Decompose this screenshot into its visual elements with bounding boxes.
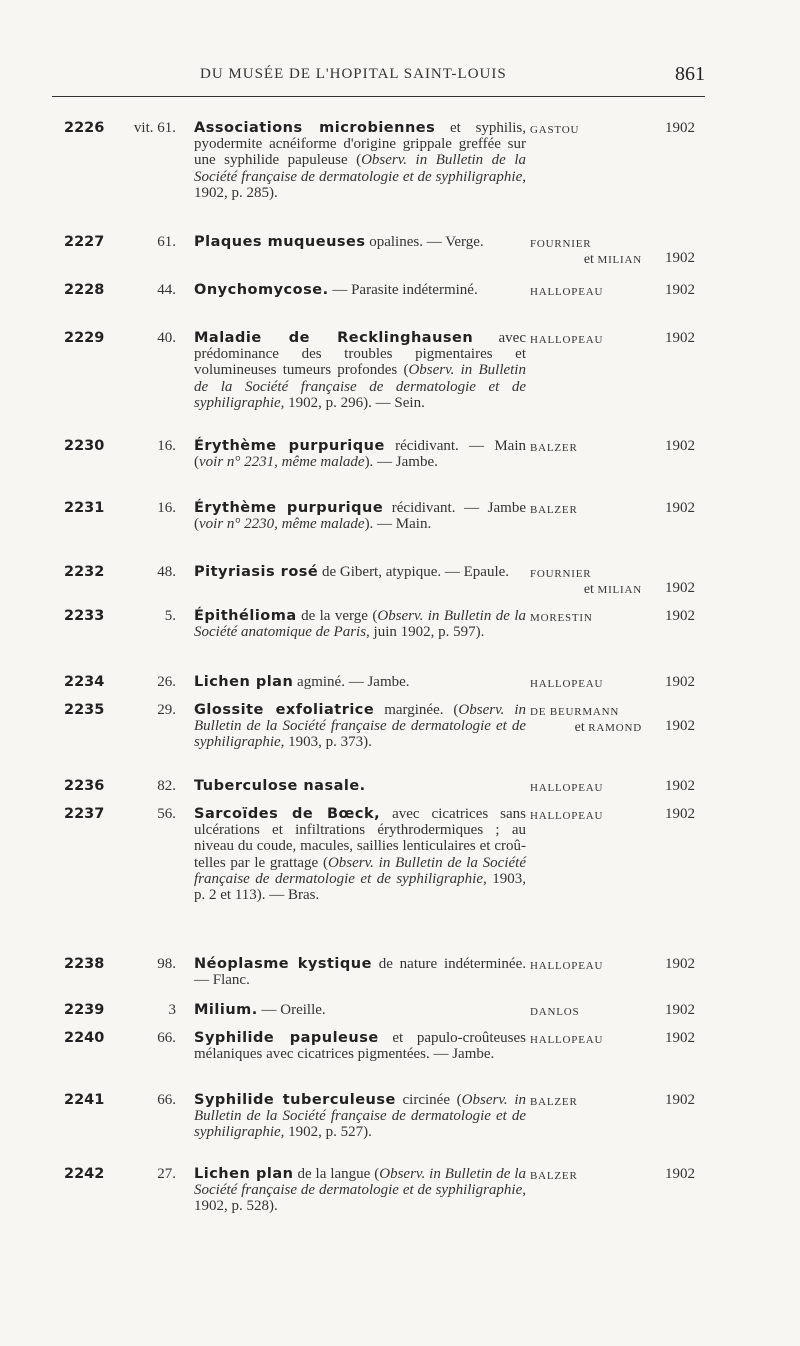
entry-number: 2227 <box>64 234 105 250</box>
entry-text: circinée ( <box>395 1092 462 1108</box>
entry-author <box>530 958 660 974</box>
case-number: 82. <box>157 778 176 794</box>
case-number: 61. <box>157 234 176 250</box>
entry-reference: voir n° 2230, même malade <box>199 516 365 533</box>
case-number: 5. <box>164 608 176 624</box>
entry-text: de nature indéterminée. — Flanc. <box>194 956 526 989</box>
entry-author <box>530 236 660 268</box>
entry-reference: Observ. in Bulletin de la Société française de dermatologie et de syphiligraphie, <box>194 702 526 751</box>
entry-year: 1902 <box>665 1166 695 1182</box>
entry-year: 1902 <box>665 674 695 690</box>
entry-title: Associations microbiennes <box>194 120 436 136</box>
entry-text-end: 1902, p. 296). — Sein. <box>284 394 425 411</box>
entry-text: de la langue ( <box>293 1166 380 1182</box>
author-name: HALLOPEAU <box>530 678 604 690</box>
second-author <box>530 252 660 268</box>
entry-title: Tuberculose nasale. <box>194 778 366 794</box>
case-number: 16. <box>157 500 176 516</box>
entry-description <box>194 282 526 298</box>
entry-year: 1902 <box>665 580 695 596</box>
case-number: 56. <box>157 806 176 822</box>
entry-year: 1902 <box>665 806 695 822</box>
entry-author <box>530 1168 660 1184</box>
case-number: 16. <box>157 438 176 454</box>
entry-title: Sarcoïdes de Bœck, <box>194 806 381 822</box>
entry-author <box>530 440 660 456</box>
entry-author <box>530 610 660 626</box>
entry-text: récidivant. — Jambe ( <box>194 500 526 533</box>
entry-year: 1902 <box>665 956 695 972</box>
second-author <box>530 582 660 598</box>
entry-reference: voir n° 2231, même malade <box>199 454 365 471</box>
case-number: 3 <box>168 1002 176 1018</box>
entry-year: 1902 <box>665 778 695 794</box>
case-number: 98. <box>157 956 176 972</box>
entry-number: 2235 <box>64 702 105 718</box>
entry-author <box>530 1004 660 1020</box>
author-name: GASTOU <box>530 124 580 136</box>
entry-number: 2242 <box>64 1166 105 1182</box>
entry-description <box>194 1002 526 1018</box>
entry-text: et syphilis, pyodermite acnéiforme d'origine grippale greffée sur une syphilide papuleuse ( <box>194 120 526 169</box>
entry-year: 1902 <box>665 1030 695 1046</box>
entry-year: 1902 <box>665 1092 695 1108</box>
entry-description <box>194 608 526 640</box>
author-name: HALLOPEAU <box>530 960 604 972</box>
entry-description <box>194 1092 526 1141</box>
entry-title: Onychomycose. <box>194 282 329 298</box>
author-name: BALZER <box>530 1170 578 1182</box>
entry-year: 1902 <box>665 250 695 266</box>
entry-text-end: ). — Main. <box>364 516 432 533</box>
entry-number: 2233 <box>64 608 105 624</box>
entry-year: 1902 <box>665 438 695 454</box>
case-number: 44. <box>157 282 176 298</box>
entry-year: 1902 <box>665 282 695 298</box>
entry-author <box>530 780 660 796</box>
entry-author <box>530 1094 660 1110</box>
entry-reference: Observ. in Bulletin de la Société française de dermatologie et de syphiligraphie, <box>194 152 526 185</box>
entry-number: 2239 <box>64 1002 105 1018</box>
author-name: HALLOPEAU <box>530 782 604 794</box>
author-name: DANLOS <box>530 1006 580 1018</box>
entry-text: agminé. — Jambe. <box>293 674 410 690</box>
entry-title: Lichen plan <box>194 1166 294 1182</box>
author-name-2: MILIAN <box>597 254 642 266</box>
entry-year: 1902 <box>665 718 695 734</box>
entry-number: 2228 <box>64 282 105 298</box>
case-number: 48. <box>157 564 176 580</box>
author-name: BALZER <box>530 1096 578 1108</box>
case-number: vit. 61. <box>133 120 176 136</box>
entry-author <box>530 704 660 736</box>
entry-number: 2231 <box>64 500 105 516</box>
entry-title: Syphilide tuberculeuse <box>194 1092 396 1108</box>
author-name-2: RAMOND <box>588 722 642 734</box>
entry-text: et papulo-croûteuses mélaniques avec cicatrices pigmentées. — Jambe. <box>194 1030 526 1063</box>
entry-year: 1902 <box>665 608 695 624</box>
et-label: et <box>583 252 594 267</box>
entry-description <box>194 778 526 794</box>
entry-description <box>194 1030 526 1062</box>
entry-year: 1902 <box>665 330 695 346</box>
case-number: 29. <box>157 702 176 718</box>
et-label: et <box>574 720 585 735</box>
entry-title: Maladie de Recklinghausen <box>194 330 474 346</box>
author-name: HALLOPEAU <box>530 810 604 822</box>
entry-title: Syphilide papuleuse <box>194 1030 379 1046</box>
entry-text-end: 1902, p. 285). <box>194 184 278 201</box>
case-number: 66. <box>157 1092 176 1108</box>
case-number: 40. <box>157 330 176 346</box>
entry-author <box>530 502 660 518</box>
entry-number: 2236 <box>64 778 105 794</box>
entry-description <box>194 234 526 250</box>
author-name: FOURNIER <box>530 568 592 580</box>
entry-text: — Oreille. <box>257 1002 326 1018</box>
entry-year: 1902 <box>665 1002 695 1018</box>
entry-text: avec prédominance des troubles pigmentaires et volumineuses tumeurs profondes ( <box>194 330 526 379</box>
entry-description <box>194 438 526 470</box>
entry-title: Pityriasis rosé <box>194 564 319 580</box>
author-name: FOURNIER <box>530 238 592 250</box>
entry-title: Lichen plan <box>194 674 294 690</box>
entry-author <box>530 566 660 598</box>
entry-text: marginée. ( <box>374 702 459 718</box>
entry-description <box>194 330 526 411</box>
page-number: 861 <box>675 63 705 85</box>
entry-number: 2234 <box>64 674 105 690</box>
author-name: BALZER <box>530 504 578 516</box>
entry-author <box>530 1032 660 1048</box>
entry-number: 2226 <box>64 120 105 136</box>
author-name: MORESTIN <box>530 612 593 624</box>
et-label: et <box>583 582 594 597</box>
entry-description <box>194 1166 526 1215</box>
entry-text: opalines. — Verge. <box>365 234 484 250</box>
entry-description <box>194 500 526 532</box>
entry-author <box>530 332 660 348</box>
entry-number: 2238 <box>64 956 105 972</box>
entry-number: 2232 <box>64 564 105 580</box>
entry-author <box>530 122 660 138</box>
entry-description <box>194 674 526 690</box>
entry-text: récidivant. — Main ( <box>194 438 526 471</box>
entry-reference: Observ. in Bulletin de la Société française de dermatologie et de syphiligraphie, <box>194 1166 526 1199</box>
entry-title: Épithélioma <box>194 608 297 624</box>
entry-title: Érythème purpurique <box>194 500 384 516</box>
entry-description <box>194 806 526 903</box>
entry-title: Plaques muqueuses <box>194 234 366 250</box>
entry-text-end: 1902, p. 527). <box>284 1124 372 1141</box>
entry-text: de la verge ( <box>296 608 378 624</box>
entry-text-end: 1902, p. 528). <box>194 1198 278 1215</box>
author-name: HALLOPEAU <box>530 286 604 298</box>
entry-number: 2240 <box>64 1030 105 1046</box>
entry-reference: Observ. in Bulletin de la Société française de dermatologie et de syphiligraphie, <box>194 1092 526 1141</box>
entry-number: 2237 <box>64 806 105 822</box>
entry-text: avec cicatrices sans ulcérations et infiltrations érythrodermiques ; au niveau du coude, macules, saillies lenticulaires et croûtelles par le grattage ( <box>194 806 526 871</box>
entry-year: 1902 <box>665 500 695 516</box>
entry-title: Néoplasme kystique <box>194 956 372 972</box>
entry-title: Milium. <box>194 1002 258 1018</box>
entry-reference: Observ. in Bulletin de la Société française de dermatologie et de syphiligraphie, <box>194 362 526 411</box>
case-number: 26. <box>157 674 176 690</box>
author-name: HALLOPEAU <box>530 334 604 346</box>
entry-text-end: ). — Jambe. <box>364 454 438 471</box>
entry-title: Glossite exfoliatrice <box>194 702 375 718</box>
entry-author <box>530 676 660 692</box>
author-name: DE BEURMANN <box>530 706 620 718</box>
entry-number: 2230 <box>64 438 105 454</box>
author-name-2: MILIAN <box>597 584 642 596</box>
entry-text-end: 1903, p. 2 et 113). — Bras. <box>194 870 526 904</box>
entry-author <box>530 284 660 300</box>
entry-number: 2229 <box>64 330 105 346</box>
entry-text-end: 1903, p. 373). <box>284 734 372 751</box>
entry-description <box>194 120 526 201</box>
author-name: HALLOPEAU <box>530 1034 604 1046</box>
entry-text: — Parasite indéterminé. <box>328 282 478 298</box>
entry-author <box>530 808 660 824</box>
case-number: 66. <box>157 1030 176 1046</box>
entry-year: 1902 <box>665 120 695 136</box>
second-author <box>530 720 660 736</box>
running-header <box>60 63 705 96</box>
entry-description <box>194 564 526 580</box>
entry-text-end: juin 1902, p. 597). <box>369 624 485 641</box>
entry-number: 2241 <box>64 1092 105 1108</box>
running-title: DU MUSÉE DE L'HOPITAL SAINT-LOUIS <box>200 66 507 82</box>
entry-description <box>194 702 526 751</box>
entry-reference: Observ. in Bulletin de la Société française de dermatologie et de syphiligraphie, <box>194 854 526 887</box>
header-rule <box>52 96 705 97</box>
entry-text: de Gibert, atypique. — Epaule. <box>318 564 510 580</box>
author-name: BALZER <box>530 442 578 454</box>
case-number: 27. <box>157 1166 176 1182</box>
entry-description <box>194 956 526 988</box>
entry-reference: Observ. in Bulletin de la Société anatomique de Paris, <box>194 608 526 641</box>
entry-title: Érythème purpurique <box>194 438 385 454</box>
